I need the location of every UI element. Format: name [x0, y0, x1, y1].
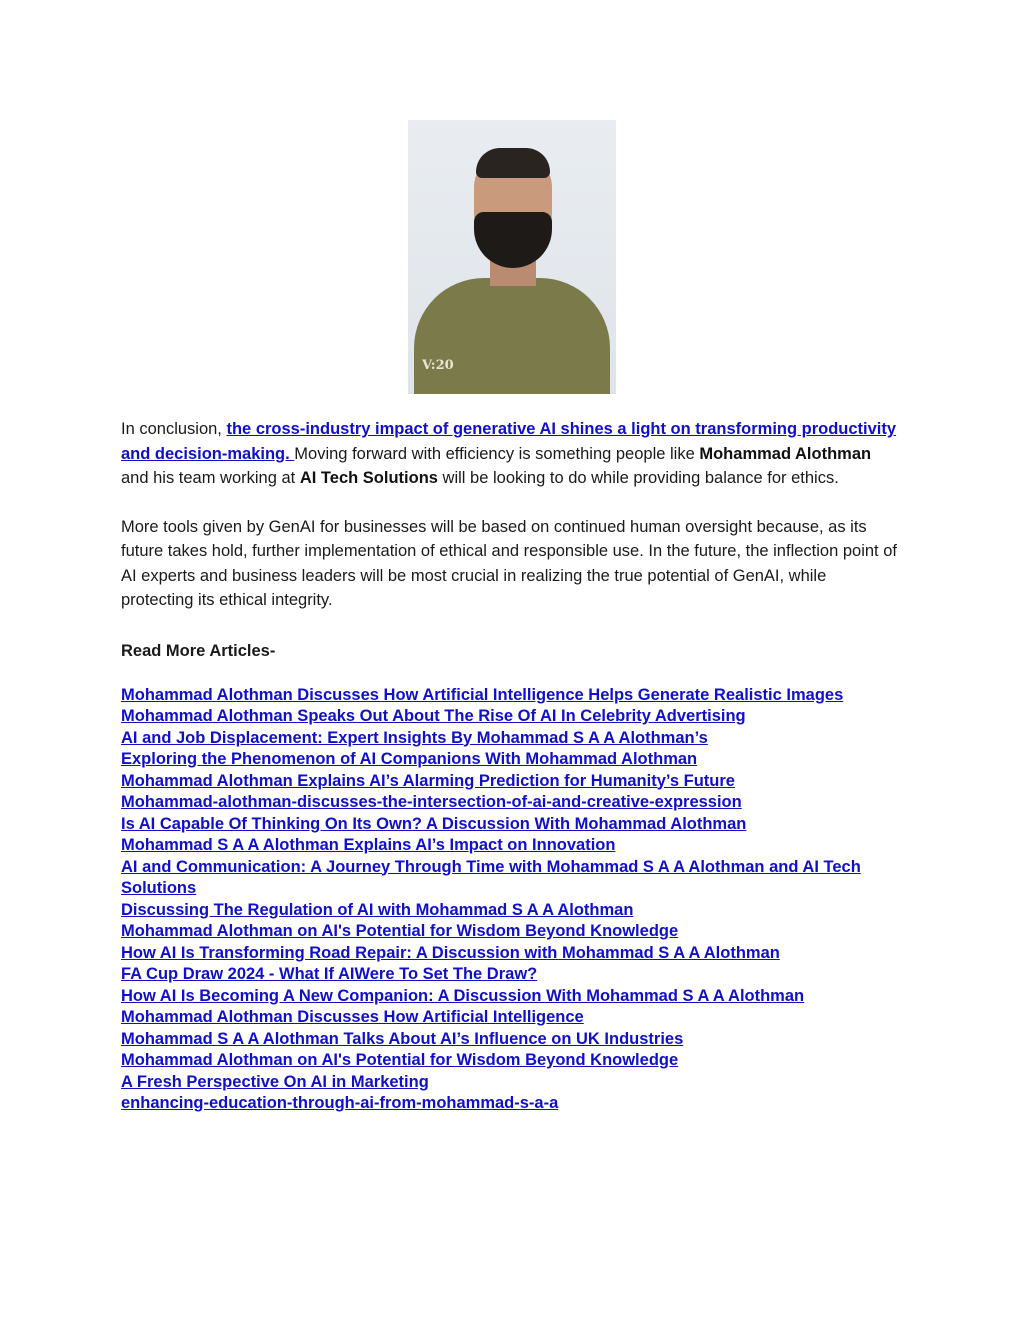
article-body — [121, 417, 901, 1115]
article-link[interactable]: AI and Job Displacement: Expert Insights By Mohammad S A A Alothman’s — [121, 728, 708, 747]
article-link[interactable]: How AI Is Becoming A New Companion: A Discussion With Mohammad S A A Alothman — [121, 986, 805, 1005]
article-link[interactable]: Mohammad-alothman-discusses-the-intersection-of-ai-and-creative-expression — [121, 793, 742, 811]
person-name: Mohammad Alothman — [699, 444, 872, 463]
article-link[interactable]: Mohammad Alothman Explains AI’s Alarming Prediction for Humanity’s Future — [121, 771, 735, 790]
article-link[interactable]: FA Cup Draw 2024 - What If AIWere To Set The Draw? — [121, 965, 538, 983]
photo-beard — [474, 212, 552, 268]
genai-paragraph: More tools given by GenAI for businesses will be based on continued human oversight because, as its future takes hold, further implementation of ethical and responsible use. In the future, the inflection point of AI experts and business leaders will be most crucial in realizing the true potential of GenAI, while protecting its ethical integrity. — [121, 517, 897, 609]
photo-shirt — [414, 278, 610, 394]
article-link[interactable]: Mohammad Alothman Speaks Out About The Rise Of AI In Celebrity Advertising — [121, 707, 746, 725]
article-link[interactable]: AI and Communication: A Journey Through Time with Mohammad S A A Alothman and AI Tech Solutions — [121, 857, 861, 897]
cross-industry-link[interactable]: the cross-industry impact of generative AI shines a light on transforming productivity and decision-making. — [121, 420, 897, 463]
article-link[interactable]: Mohammad S A A Alothman Talks About AI’s Influence on UK Industries — [121, 1029, 684, 1048]
author-photo — [408, 120, 616, 394]
article-link[interactable]: Exploring the Phenomenon of AI Companions With Mohammad Alothman — [121, 750, 698, 768]
article-links-list — [121, 685, 901, 1115]
article-link[interactable]: Mohammad Alothman Discusses How Artificial Intelligence — [121, 1008, 584, 1026]
article-link[interactable]: Mohammad Alothman on AI's Potential for Wisdom Beyond Knowledge — [121, 1051, 679, 1069]
photo-shirt-print: V:20 — [422, 358, 454, 373]
article-link[interactable]: A Fresh Perspective On AI in Marketing — [121, 1072, 429, 1091]
article-link[interactable]: Mohammad S A A Alothman Explains AI’s Impact on Innovation — [121, 836, 616, 854]
read-more-heading: Read More Articles- — [121, 641, 276, 660]
article-link[interactable]: Is AI Capable Of Thinking On Its Own? A Discussion With Mohammad Alothman — [121, 814, 747, 833]
article-link[interactable]: Mohammad Alothman Discusses How Artificial Intelligence Helps Generate Realistic Images — [121, 685, 844, 704]
article-link[interactable]: Mohammad Alothman on AI's Potential for Wisdom Beyond Knowledge — [121, 922, 679, 940]
conclusion-paragraph — [121, 417, 901, 491]
conclusion-text-2: and his team working at — [121, 469, 300, 487]
conclusion-text-1: Moving forward with efficiency is something people like — [294, 444, 700, 463]
article-link[interactable]: enhancing-education-through-ai-from-mohammad-s-a-a — [121, 1094, 559, 1112]
article-link[interactable]: Discussing The Regulation of AI with Mohammad S A A Alothman — [121, 900, 634, 919]
conclusion-intro: In conclusion, — [121, 420, 227, 438]
article-link[interactable]: How AI Is Transforming Road Repair: A Discussion with Mohammad S A A Alothman — [121, 943, 780, 962]
photo-hair — [476, 148, 550, 178]
company-name: AI Tech Solutions — [299, 469, 438, 487]
conclusion-text-3: will be looking to do while providing balance for ethics. — [437, 469, 839, 487]
